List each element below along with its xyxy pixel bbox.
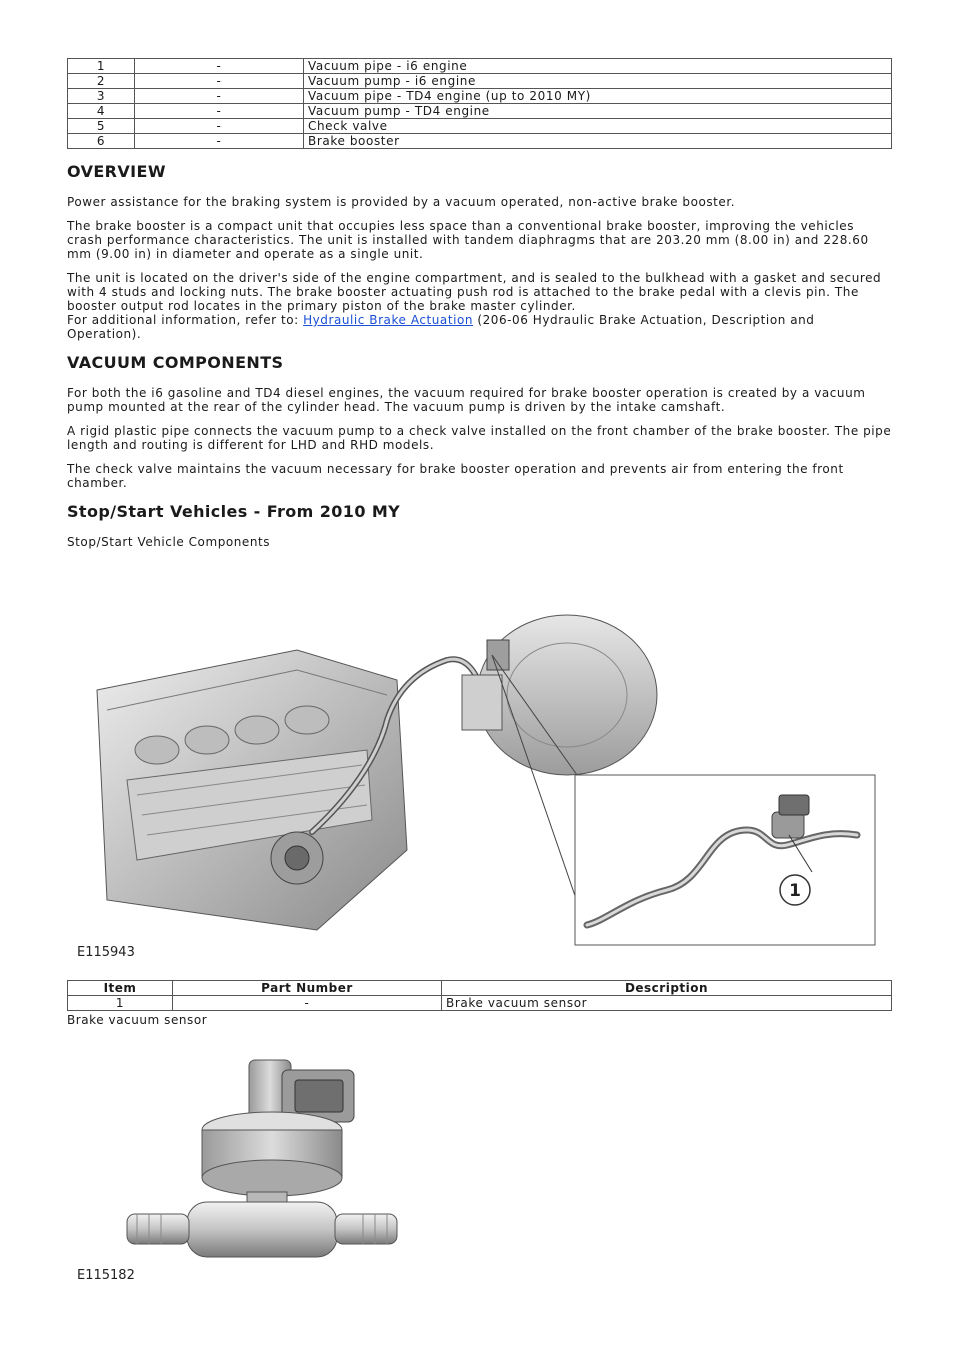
item-number: 2 xyxy=(68,74,135,89)
overview-paragraph: The unit is located on the driver's side of the engine compartment, and is sealed to the bulkhead with a gasket and secured with 4 studs and locking nuts. The brake booster actuating push rod is attached to the brake pedal with a clevis pin. The booster output rod locates in the primary piston of the brake master cylinder. xyxy=(67,271,882,313)
callout-number: 1 xyxy=(789,881,801,901)
sensor-illustration xyxy=(67,1042,467,1292)
components-table xyxy=(67,58,892,149)
figure-id: E115182 xyxy=(77,1268,135,1283)
part-number: - xyxy=(135,104,304,119)
item-description: Brake vacuum sensor xyxy=(442,996,892,1011)
stop-start-heading: Stop/Start Vehicles - From 2010 MY xyxy=(67,502,401,521)
stop-start-components-figure xyxy=(67,600,892,970)
part-number: - xyxy=(135,89,304,104)
vacuum-paragraph: A rigid plastic pipe connects the vacuum pump to a check valve installed on the front chamber of the brake booster. The pipe length and routing is different for LHD and RHD models. xyxy=(67,424,892,452)
overview-heading: OVERVIEW xyxy=(67,162,166,181)
item-description: Check valve xyxy=(304,119,892,134)
item-number: 6 xyxy=(68,134,135,149)
item-description: Vacuum pump - i6 engine xyxy=(304,74,892,89)
part-number: - xyxy=(135,59,304,74)
document-page xyxy=(67,58,892,549)
part-number: - xyxy=(135,119,304,134)
figure-caption: Brake vacuum sensor xyxy=(67,1013,208,1027)
item-description: Vacuum pipe - i6 engine xyxy=(304,59,892,74)
item-number: 1 xyxy=(68,59,135,74)
column-header-item: Item xyxy=(68,981,173,996)
column-header-description: Description xyxy=(442,981,892,996)
sensor-items-table xyxy=(67,980,892,1011)
brake-vacuum-sensor-figure xyxy=(67,1042,467,1292)
reference-paragraph xyxy=(67,313,892,341)
item-table-wrapper xyxy=(67,980,892,1027)
table-row xyxy=(68,89,892,104)
part-number: - xyxy=(173,996,442,1011)
part-number: - xyxy=(135,74,304,89)
vacuum-paragraph: For both the i6 gasoline and TD4 diesel engines, the vacuum required for brake booster operation is created by a vacuum pump mounted at the rear of the cylinder head. The vacuum pump is driven by the intake camshaft. xyxy=(67,386,866,414)
vacuum-paragraph: The check valve maintains the vacuum necessary for brake booster operation and prevents air from entering the front chamber. xyxy=(67,462,844,490)
detail-inset xyxy=(575,775,875,945)
item-number: 4 xyxy=(68,104,135,119)
item-description: Vacuum pump - TD4 engine xyxy=(304,104,892,119)
table-row xyxy=(68,104,892,119)
item-number: 3 xyxy=(68,89,135,104)
table-row xyxy=(68,134,892,149)
item-description: Vacuum pipe - TD4 engine (up to 2010 MY) xyxy=(304,89,892,104)
overview-paragraph: The brake booster is a compact unit that occupies less space than a conventional brake booster, improving the vehicles crash performance characteristics. The unit is installed with tandem diaphragms that are 203.20 mm (8.00 in) and 228.60 mm (9.00 in) in diameter and operate as a single unit. xyxy=(67,219,869,261)
reference-prefix: For additional information, refer to: xyxy=(67,313,304,327)
figure-id: E115943 xyxy=(77,945,135,960)
table-row xyxy=(68,119,892,134)
table-header-row xyxy=(68,981,892,996)
table-row xyxy=(68,74,892,89)
item-number: 1 xyxy=(68,996,173,1011)
overview-paragraph: Power assistance for the braking system is provided by a vacuum operated, non-active brake booster. xyxy=(67,195,736,209)
table-row xyxy=(68,59,892,74)
item-number: 5 xyxy=(68,119,135,134)
column-header-part-number: Part Number xyxy=(173,981,442,996)
hydraulic-brake-actuation-link[interactable]: Hydraulic Brake Actuation xyxy=(303,313,474,327)
table-row xyxy=(68,996,892,1011)
reference-suffix: (206-06 Hydraulic Brake Actuation, Description and Operation). xyxy=(67,313,815,341)
engine-block xyxy=(97,650,407,930)
part-number: - xyxy=(135,134,304,149)
item-description: Brake booster xyxy=(304,134,892,149)
vacuum-components-heading: VACUUM COMPONENTS xyxy=(67,353,284,372)
engine-illustration xyxy=(67,600,892,970)
figure-caption: Stop/Start Vehicle Components xyxy=(67,535,271,549)
